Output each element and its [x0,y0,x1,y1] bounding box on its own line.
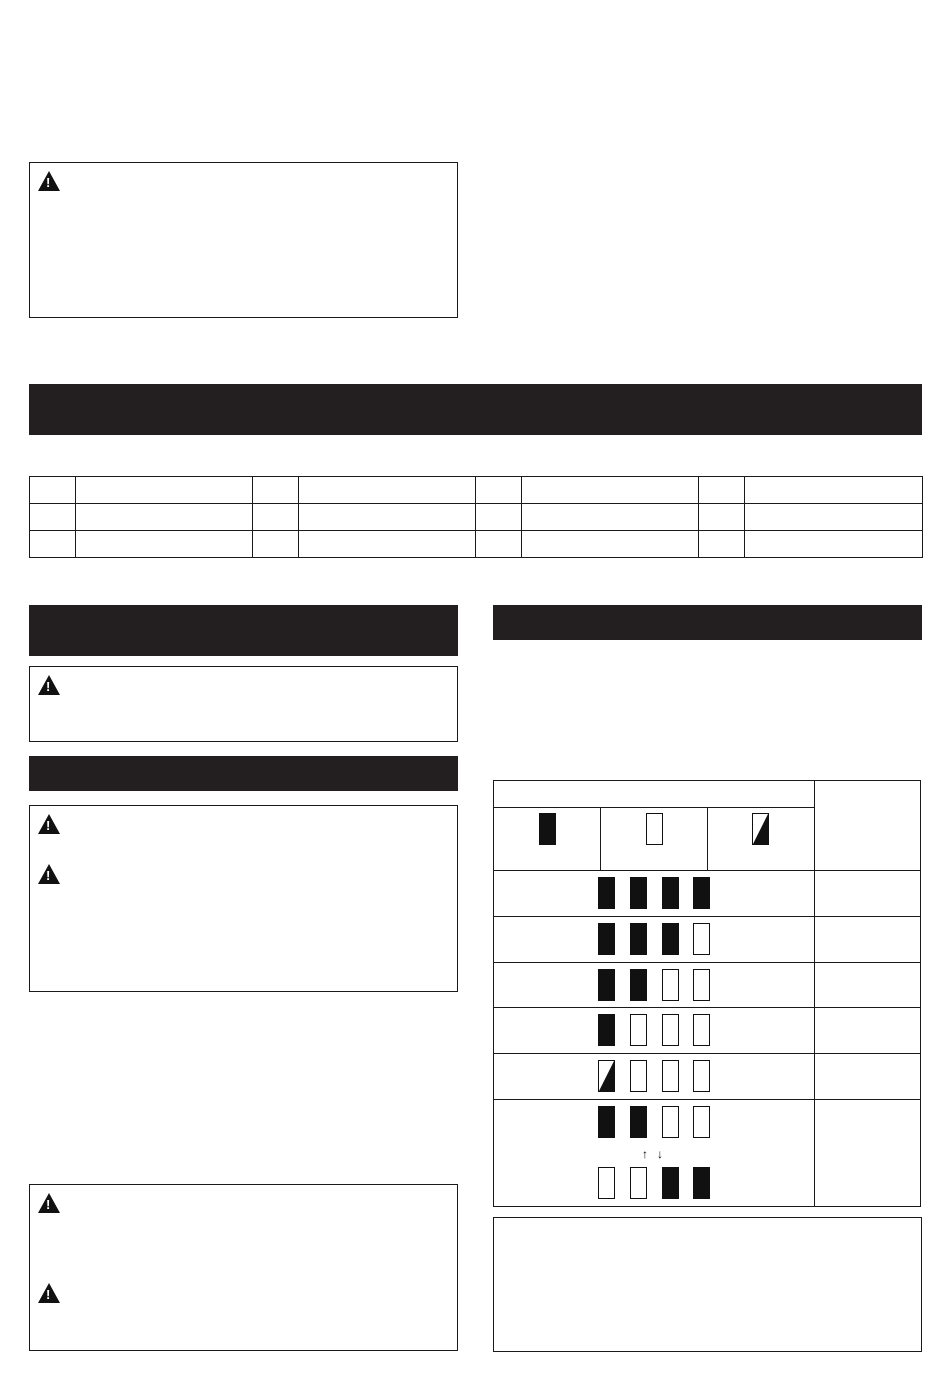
table-cell [745,531,923,558]
indicator-lamp-off [662,1106,679,1138]
table-cell [476,477,522,504]
table-row [30,477,923,504]
note-box-right [493,1217,922,1352]
legend-indicator-on [539,813,556,845]
table-cell [30,504,76,531]
indicator-lamp-on [662,1167,679,1199]
warning-box-left-1 [29,666,458,742]
table-divider [494,1007,920,1008]
indicator-lamp-off [598,1167,615,1199]
table-cell [30,477,76,504]
warning-triangle-icon [38,814,60,834]
indicator-lamp-off [630,1014,647,1046]
table-cell [299,477,476,504]
table-cell [745,504,923,531]
indicator-lamp-on [598,1014,615,1046]
table-cell [745,477,923,504]
indicator-lamp-on [630,969,647,1001]
battery-indicator-table [493,780,921,1207]
indicator-lamp-off [693,969,710,1001]
indicator-lamp-off [693,1060,710,1092]
indicator-lamp-off [693,923,710,955]
table-cell [299,531,476,558]
warning-triangle-icon [38,171,60,191]
indicator-lamp-blinking [598,1060,615,1092]
arrow-up-icon: ↑ [642,1147,648,1161]
indicator-lamp-off [662,1014,679,1046]
warning-triangle-icon [38,864,60,884]
indicator-lamp-off [630,1060,647,1092]
table-divider [600,807,601,870]
table-divider [494,1053,920,1054]
section-header-bar [29,384,922,435]
indicator-lamp-off [630,1167,647,1199]
table-cell [476,504,522,531]
arrow-down-icon: ↓ [657,1147,663,1161]
left-section-header-1 [29,605,458,656]
warning-box-top [29,162,458,318]
warning-box-left-3 [29,1184,458,1351]
indicator-lamp-on [630,923,647,955]
indicator-lamp-off [693,1014,710,1046]
indicator-lamp-off [693,1106,710,1138]
table-row [30,531,923,558]
legend-indicator-blinking [752,813,769,845]
warning-box-left-2 [29,805,458,992]
indicator-lamp-on [693,877,710,909]
table-cell [522,477,699,504]
table-cell [76,504,253,531]
left-section-header-2 [29,756,458,791]
table-cell [253,504,299,531]
table-cell [699,477,745,504]
table-cell [699,531,745,558]
legend-indicator-off [646,813,663,845]
warning-triangle-icon [38,1283,60,1303]
table-row [30,504,923,531]
indicator-lamp-off [662,969,679,1001]
indicator-lamp-off [662,1060,679,1092]
table-cell [253,477,299,504]
indicator-lamp-on [693,1167,710,1199]
table-cell [253,531,299,558]
warning-triangle-icon [38,675,60,695]
table-divider [494,1099,920,1100]
indicator-lamp-on [662,877,679,909]
indicator-lamp-on [598,923,615,955]
table-divider [494,870,920,871]
table-divider [494,916,920,917]
indicator-lamp-on [598,877,615,909]
parts-table [29,476,923,558]
table-cell [522,531,699,558]
table-cell [76,531,253,558]
table-cell [299,504,476,531]
table-cell [699,504,745,531]
warning-triangle-icon [38,1193,60,1213]
right-section-header [493,605,922,640]
indicator-lamp-on [598,1106,615,1138]
indicator-lamp-on [598,969,615,1001]
indicator-lamp-on [630,877,647,909]
table-divider [494,807,814,808]
table-cell [522,504,699,531]
table-divider [707,807,708,870]
table-divider [494,962,920,963]
table-cell [476,531,522,558]
table-divider [814,781,815,1206]
indicator-lamp-on [630,1106,647,1138]
table-cell [76,477,253,504]
table-cell [30,531,76,558]
indicator-lamp-on [662,923,679,955]
